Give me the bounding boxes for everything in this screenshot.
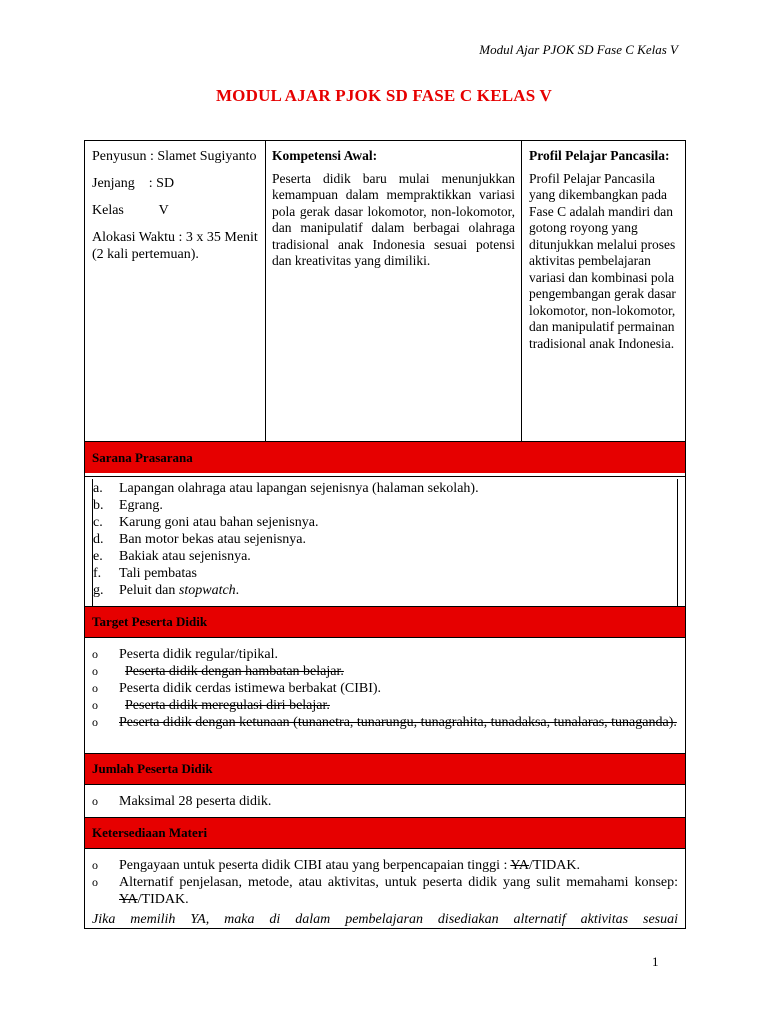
facilities-box: [92, 479, 678, 606]
list-item: c. Karung goni atau bahan sejenisnya.: [93, 515, 319, 530]
list-item: o Peserta didik cerdas istimewa berbakat (CIBI).: [92, 681, 382, 696]
student-count-list: [92, 793, 678, 810]
facilities-section: [85, 476, 685, 606]
option-tidak: /TIDAK.: [137, 892, 189, 907]
list-item: a. Lapangan olahraga atau lapangan sejenisnya (halaman sekolah).: [93, 481, 479, 496]
running-header: Modul Ajar PJOK SD Fase C Kelas V: [479, 42, 678, 57]
student-count-section: [85, 784, 685, 817]
section-bar-facilities: Sarana Prasarana: [85, 441, 685, 473]
section-bar-target-students: Target Peserta Didik: [85, 606, 685, 637]
list-item: o Peserta didik dengan hambatan belajar.: [92, 664, 344, 679]
class-line: Kelas V: [92, 203, 169, 218]
list-item: o Alternatif penjelasan, metode, atau aktivitas, untuk peserta didik yang sulit memahami konsep: YA/TIDAK.: [92, 875, 678, 907]
section-bar-material-availability: Ketersediaan Materi: [85, 817, 685, 848]
level-line: Jenjang : SD: [92, 176, 175, 191]
initial-competence-text: Peserta didik baru mulai menunjukkan kemampuan dalam mempraktikkan variasi pola gerak dasar lokomotor, non-lokomotor, dan manipulatif dalam berbagai olahraga tradisional anak Indonesia sesuai potensi dan kreativitas yang dimiliki.: [272, 170, 515, 268]
list-item: b. Egrang.: [93, 498, 163, 513]
identity-cell: [85, 141, 266, 441]
time-allocation-line: Alokasi Waktu : 3 x 35 Menit (2 kali pertemuan).: [92, 230, 258, 262]
list-item: o Peserta didik regular/tipikal.: [92, 647, 279, 662]
list-item: d. Ban motor bekas atau sejenisnya.: [93, 532, 307, 547]
initial-competence-heading: Kompetensi Awal:: [272, 148, 378, 163]
option-ya: YA: [119, 892, 138, 907]
target-students-list: [92, 646, 678, 731]
initial-competence-cell: [266, 141, 522, 441]
list-item: g. Peluit dan stopwatch.: [93, 583, 240, 598]
list-item: f. Tali pembatas: [93, 566, 197, 581]
info-row: [85, 141, 685, 441]
pancasila-profile-text: Profil Pelajar Pancasila yang dikembangkan pada Fase C adalah mandiri dan gotong royong yang ditunjukkan melalui proses aktivitas pembelajaran variasi dan kombinasi pola pengembangan gerak dasar lokomotor, non-lokomotor, dan manipulatif permainan tradisional anak Indonesia.: [529, 170, 676, 351]
facilities-list: [93, 479, 677, 599]
material-availability-section: [85, 848, 685, 928]
option-tidak: /TIDAK.: [529, 858, 580, 873]
document-title: MODUL AJAR PJOK SD FASE C KELAS V: [215, 86, 553, 105]
list-item: o Peserta didik meregulasi diri belajar.: [92, 698, 330, 713]
option-ya: YA: [510, 858, 530, 873]
author-line: Penyusun : Slamet Sugiyanto: [92, 149, 257, 164]
pancasila-profile-heading: Profil Pelajar Pancasila:: [529, 148, 670, 163]
page-number: 1: [652, 954, 659, 969]
list-item: o Peserta didik dengan ketunaan (tunanetra, tunarungu, tunagrahita, tunadaksa, tunalaras, tunaganda).: [92, 715, 677, 730]
material-availability-list: [92, 857, 678, 908]
list-item: o Maksimal 28 peserta didik.: [92, 794, 272, 809]
module-table: [84, 140, 686, 929]
section-bar-student-count: Jumlah Peserta Didik: [85, 753, 685, 784]
material-note: Jika memilih YA, maka di dalam pembelajaran disediakan alternatif aktivitas sesuai: [92, 912, 678, 927]
pancasila-profile-cell: [522, 141, 685, 441]
list-item: e. Bakiak atau sejenisnya.: [93, 549, 251, 564]
list-item: o Pengayaan untuk peserta didik CIBI atau yang berpencapaian tinggi : YA/TIDAK.: [92, 858, 580, 873]
target-students-section: [85, 637, 685, 753]
